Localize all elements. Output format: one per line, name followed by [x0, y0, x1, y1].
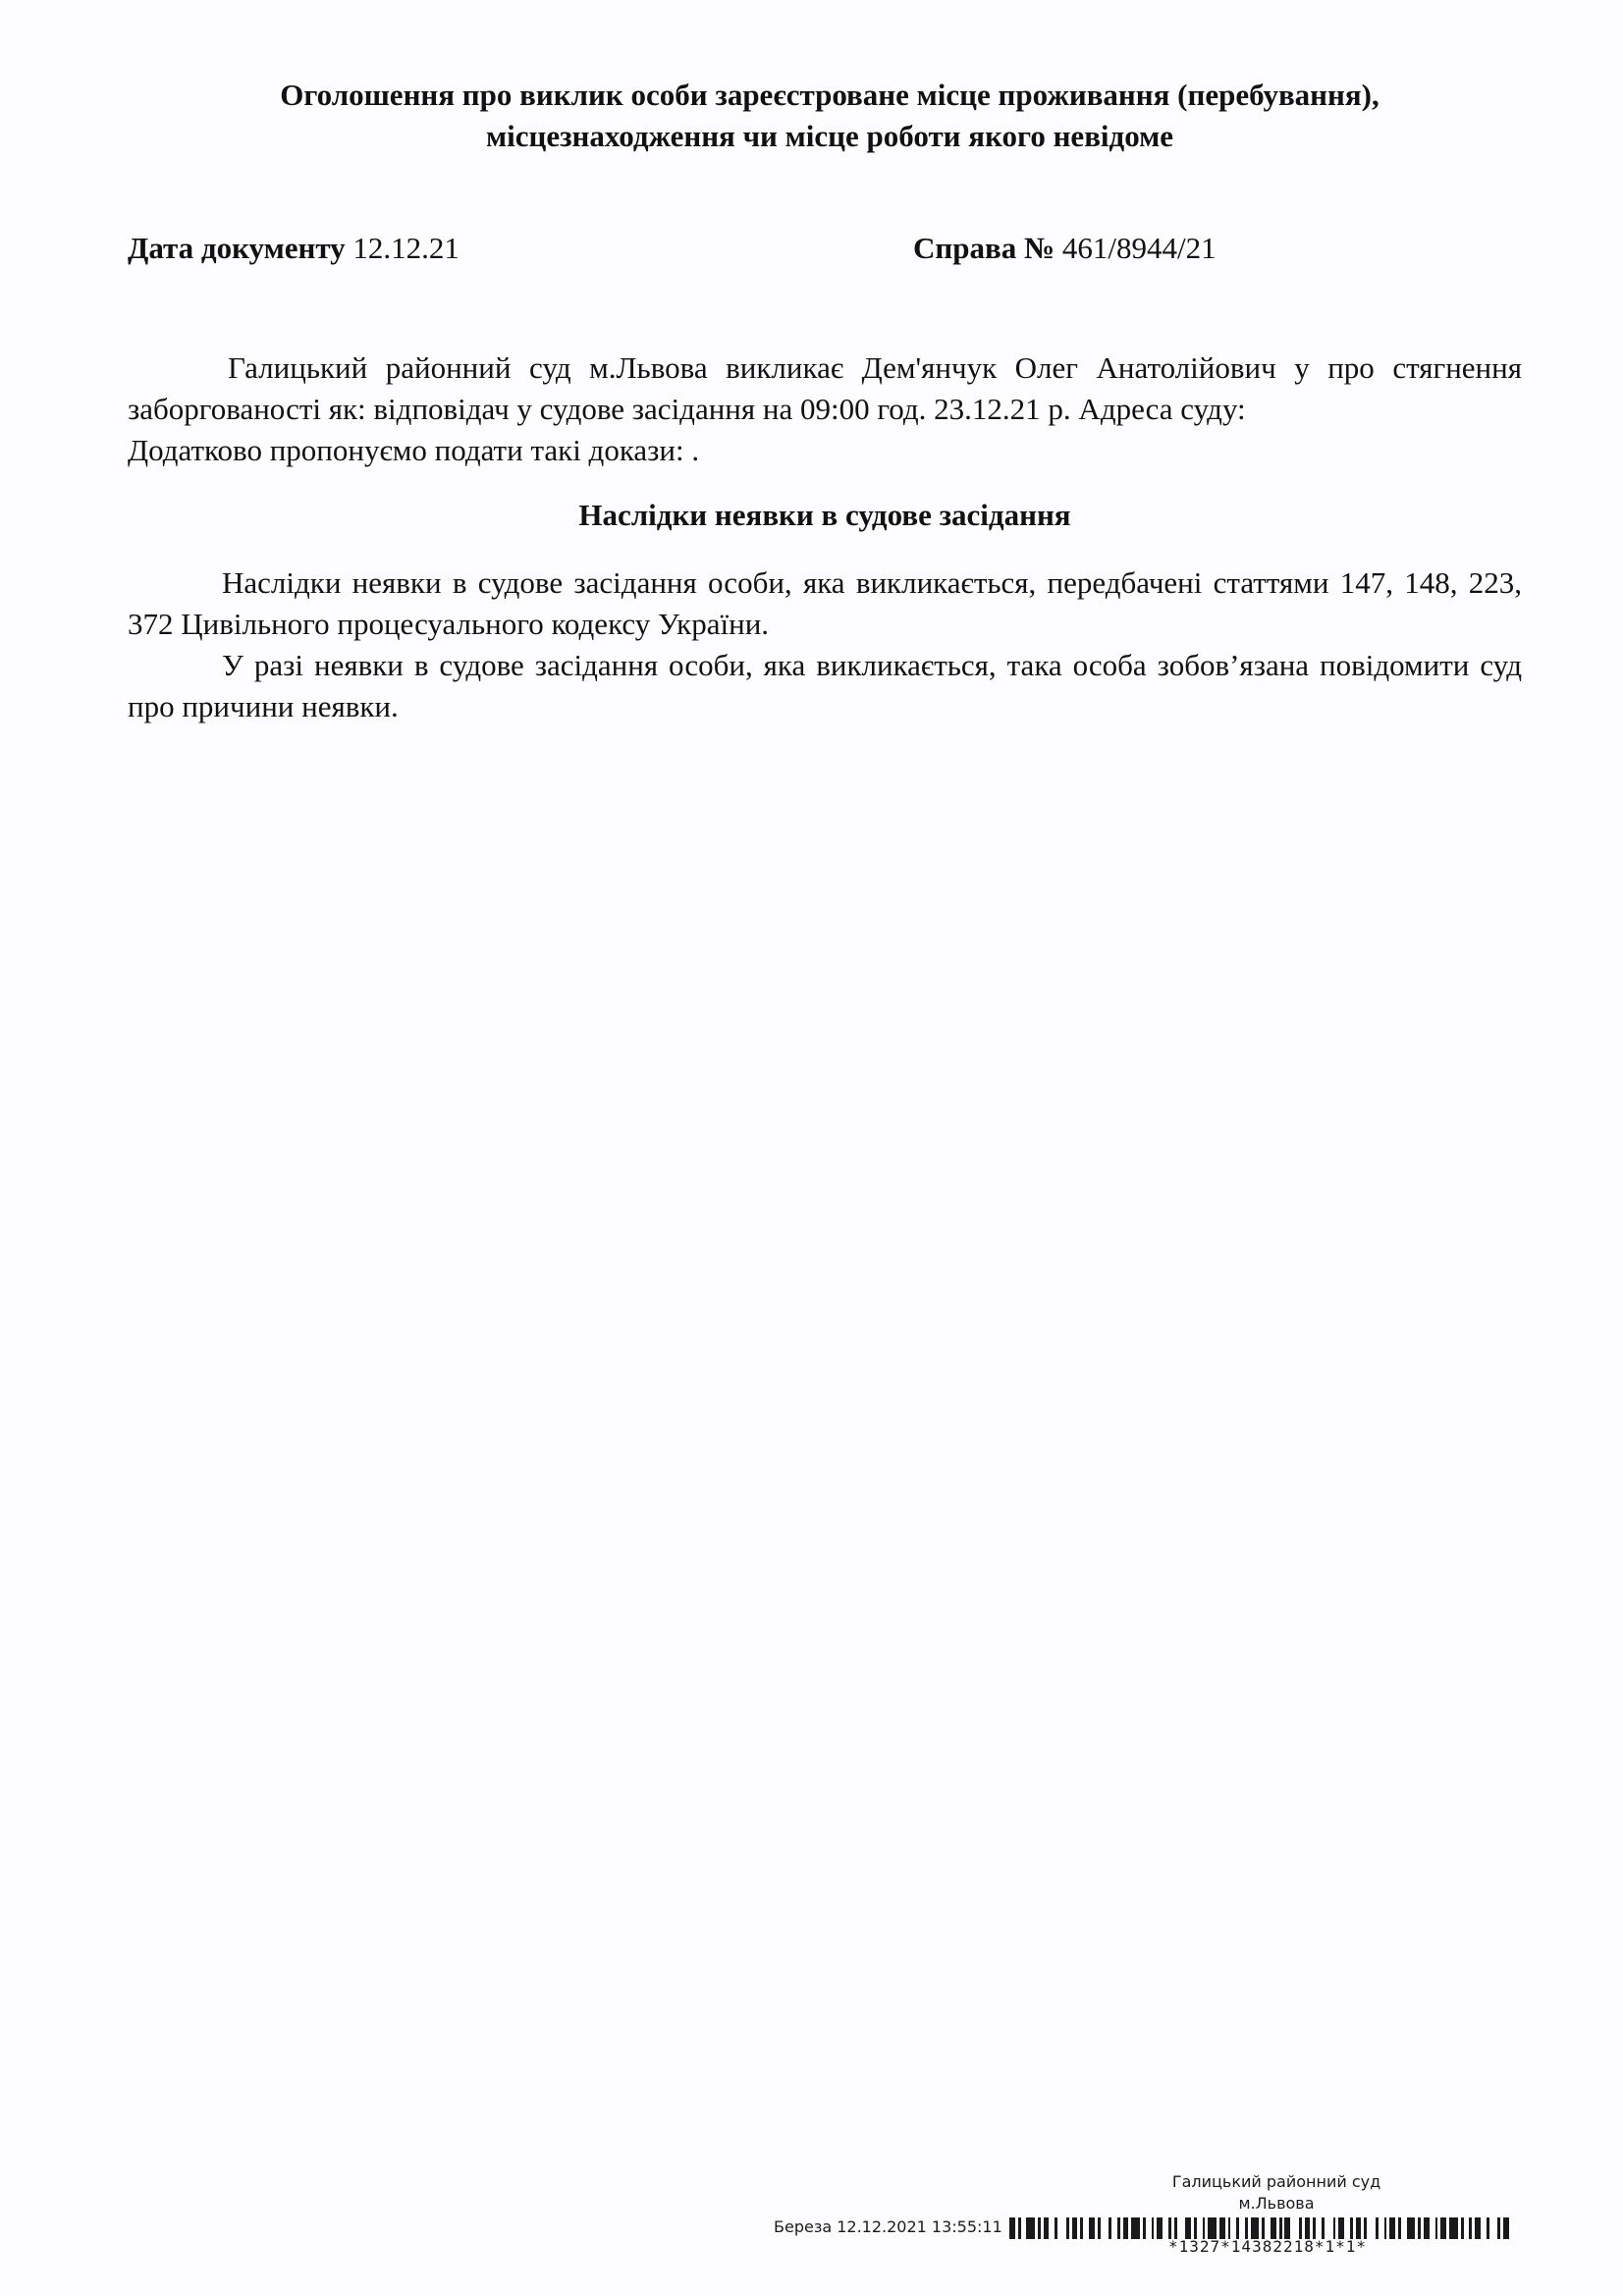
evidence-line: Додатково пропонуємо подати такі докази: . [128, 433, 700, 467]
summons-paragraph [128, 347, 1522, 471]
document-title [128, 75, 1532, 157]
barcode-bar [1290, 2217, 1299, 2239]
barcode-bar [1251, 2217, 1260, 2239]
barcode-bar [1407, 2217, 1416, 2239]
barcode-number: *1327*14382218*1*1* [1168, 2237, 1368, 2256]
stamp-court-line-2: м.Львова [1238, 2194, 1315, 2213]
title-line-1: Оголошення про виклик особи зареєстроване місце проживання (перебування), [280, 78, 1380, 112]
case-label: Справа № [913, 231, 1055, 265]
barcode-bar [1509, 2217, 1512, 2239]
barcode-bar [1131, 2217, 1140, 2239]
consequences-paragraph-1: Наслідки неявки в судове засідання особи, яка викликається, передбачені статтями 147, 148, 223, 372 Цивільного процесуального кодексу України. [128, 565, 1522, 641]
stamp-court-line-1: Галицький районний суд [1171, 2172, 1381, 2191]
barcode-bar [1026, 2217, 1035, 2239]
consequences-heading: Наслідки неявки в судове засідання [578, 498, 1071, 532]
barcode-bar [1057, 2217, 1066, 2239]
barcode-bar [1449, 2217, 1458, 2239]
barcode [1009, 2217, 1512, 2239]
barcode-bar [1208, 2217, 1217, 2239]
document-date [128, 228, 460, 269]
stamp-court-name [1129, 2171, 1424, 2215]
barcode-bar [1489, 2217, 1498, 2239]
stamp-registration: Береза 12.12.2021 13:55:11 [774, 2217, 1002, 2236]
barcode-bar [1367, 2217, 1376, 2239]
title-line-2: місцезнаходження чи місце роботи якого невідоме [485, 119, 1174, 153]
consequences-paragraph-2: У разі неявки в судове засідання особи, яка викликається, така особа зобов’язана повідомити суд про причини неявки. [128, 648, 1522, 723]
case-number [913, 228, 1217, 269]
barcode-bar [1101, 2217, 1109, 2239]
summons-text: Галицький районний суд м.Львова викликає Дем'янчук Олег Анатолійович у про стягнення заборгованості як: відповідач у судове засідання на 09:00 год. 23.12.21 р. Адреса суду: [128, 350, 1522, 426]
barcode-bar [1325, 2217, 1333, 2239]
barcode-bar [1177, 2217, 1186, 2239]
date-value: 12.12.21 [352, 231, 460, 265]
case-value: 461/8944/21 [1061, 231, 1217, 265]
date-label: Дата документу [128, 231, 346, 265]
